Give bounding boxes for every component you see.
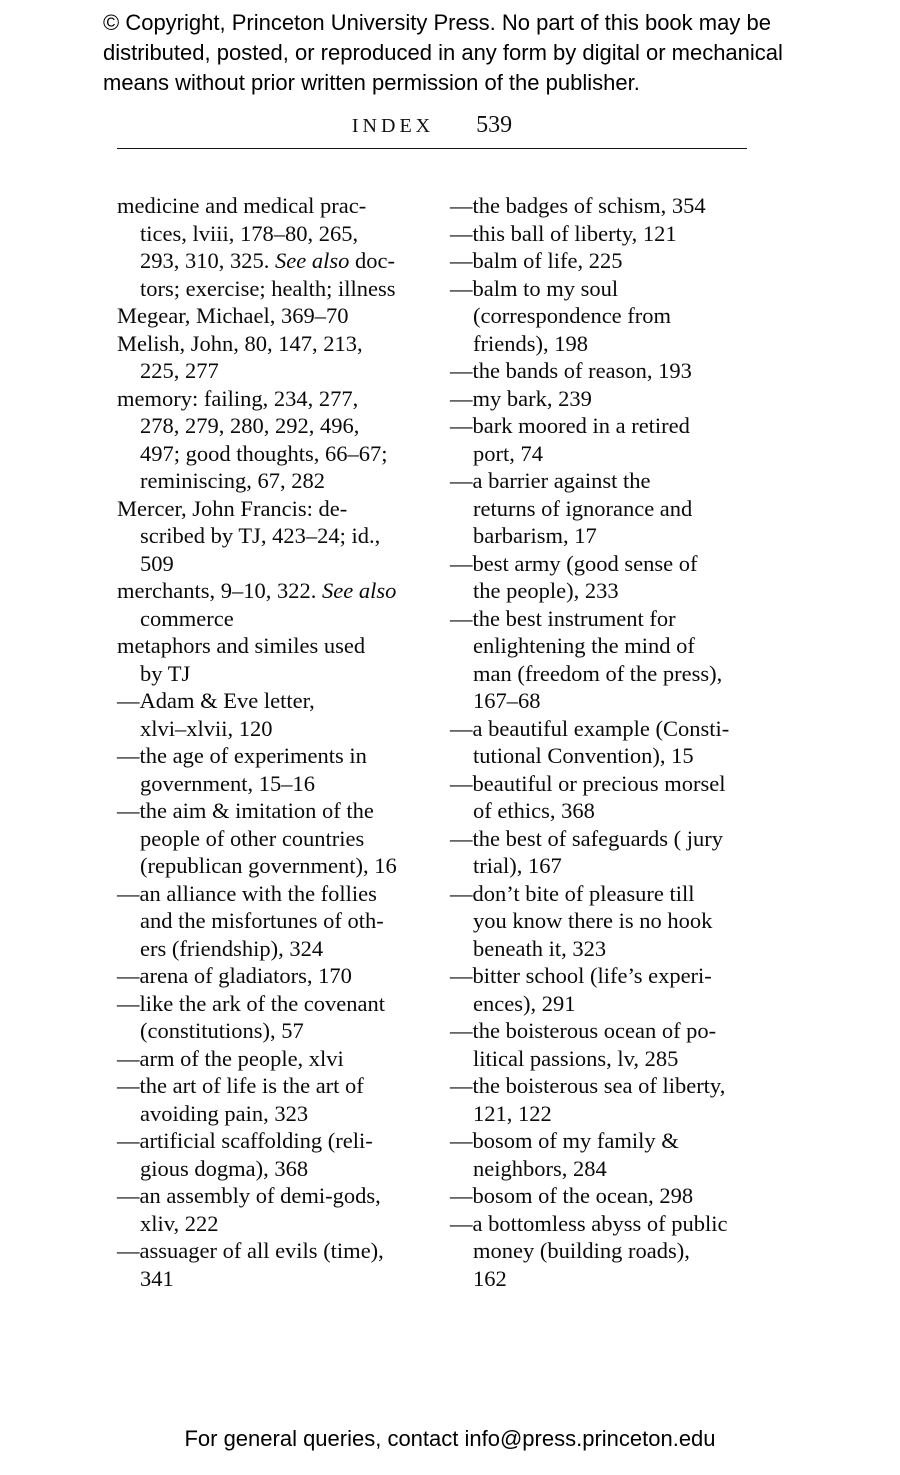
index-line: —don’t bite of pleasure till [450, 880, 695, 906]
footer-contact: For general queries, contact info@press.princeton.edu [184, 1426, 716, 1451]
index-line: reminiscing, 67, 282 [140, 468, 325, 493]
index-line: —an alliance with the follies [117, 880, 377, 906]
index-line: —a barrier against the [450, 468, 651, 493]
index-line: 341 [140, 1265, 174, 1291]
page-number: 539 [476, 112, 513, 138]
index-line: —the aim & imitation of the [117, 798, 374, 823]
index-line: —the badges of schism, 354 [450, 193, 706, 218]
index-line: man (freedom of the press), [473, 660, 723, 686]
index-line: litical passions, lv, 285 [473, 1045, 679, 1071]
index-line: Megear, Michael, 369–70 [117, 303, 349, 328]
index-line: friends), 198 [473, 330, 588, 356]
index-line: enlightening the mind of [473, 633, 695, 658]
index-line: 121, 122 [473, 1100, 552, 1126]
index-line: Melish, John, 80, 147, 213, [117, 330, 363, 356]
index-line: 293, 310, 325. See also doc- [140, 248, 395, 273]
index-line: xlvi–xlvii, 120 [140, 715, 273, 741]
index-line: trial), 167 [473, 853, 562, 878]
index-line: (republican government), 16 [140, 853, 397, 878]
index-line: —the bands of reason, 193 [450, 358, 692, 383]
index-line: —bitter school (life’s experi- [450, 963, 712, 988]
index-line: —the best instrument for [450, 605, 676, 631]
index-line: —arm of the people, xlvi [117, 1045, 344, 1071]
index-line: 497; good thoughts, 66–67; [140, 440, 388, 466]
index-line: tors; exercise; health; illness [140, 275, 396, 301]
index-line: —bark moored in a retired [450, 413, 690, 438]
index-line: scribed by TJ, 423–24; id., [140, 523, 381, 548]
index-line: tutional Convention), 15 [473, 743, 694, 768]
index-line: money (building roads), [473, 1238, 690, 1263]
index-line: —arena of gladiators, 170 [117, 963, 352, 988]
index-line: medicine and medical prac- [117, 193, 367, 218]
index-line: —like the ark of the covenant [117, 990, 386, 1016]
index-line: —an assembly of demi-gods, [117, 1183, 381, 1208]
index-line: —the art of life is the art of [117, 1073, 364, 1098]
index-line: —the boisterous sea of liberty, [450, 1073, 726, 1098]
index-line: —the boisterous ocean of po- [450, 1018, 717, 1043]
index-line: 225, 277 [140, 358, 219, 383]
index-line: —bosom of the ocean, 298 [450, 1183, 694, 1208]
index-line: 167–68 [473, 688, 541, 713]
index-line: 509 [140, 550, 174, 576]
running-head [117, 112, 747, 139]
index-line: metaphors and similes used [117, 633, 366, 658]
index-line: Mercer, John Francis: de- [117, 495, 348, 521]
index-line: —this ball of liberty, 121 [450, 220, 677, 246]
copyright-line: © Copyright, Princeton University Press. No part of this book may be [103, 10, 771, 35]
index-line: —best army (good sense of [450, 550, 698, 576]
copyright-notice [103, 8, 823, 98]
copyright-line: distributed, posted, or reproduced in any form by digital or mechanical [103, 40, 783, 65]
index-line: —the age of experiments in [117, 743, 367, 768]
index-line: you know there is no hook [473, 908, 713, 933]
index-column-right [450, 192, 783, 1292]
index-line: tices, lviii, 178–80, 265, [140, 220, 359, 246]
index-line: returns of ignorance and [473, 495, 693, 521]
index-line: (correspondence from [473, 303, 672, 328]
index-line: (constitutions), 57 [140, 1018, 304, 1043]
section-title: INDEX [351, 115, 435, 137]
index-line: barbarism, 17 [473, 523, 597, 548]
index-line: 278, 279, 280, 292, 496, [140, 413, 360, 438]
index-line: —a beautiful example (Consti- [450, 715, 730, 741]
index-line: —my bark, 239 [450, 385, 592, 411]
index-line: and the misfortunes of oth- [140, 908, 384, 933]
index-line: beneath it, 323 [473, 935, 607, 961]
index-line: gious dogma), 368 [140, 1155, 309, 1181]
copyright-line: means without prior written permission of the publisher. [103, 70, 640, 95]
index-line: port, 74 [473, 440, 543, 466]
index-line: memory: failing, 234, 277, [117, 385, 359, 411]
index-line: people of other countries [140, 825, 365, 851]
index-line: —Adam & Eve letter, [117, 688, 315, 713]
index-line: —assuager of all evils (time), [117, 1238, 384, 1263]
index-line: by TJ [140, 660, 191, 686]
index-line: of ethics, 368 [473, 798, 595, 823]
index-line: —a bottomless abyss of public [450, 1210, 728, 1236]
index-line: —bosom of my family & [450, 1128, 679, 1153]
header-rule [117, 148, 747, 149]
index-line: ences), 291 [473, 990, 576, 1016]
index-line: merchants, 9–10, 322. See also [117, 578, 397, 603]
index-line: —the best of safeguards ( jury [450, 825, 724, 851]
index-line: —balm of life, 225 [450, 248, 623, 273]
index-line: commerce [140, 605, 234, 631]
index-line: —beautiful or precious morsel [450, 770, 726, 796]
index-line: 162 [473, 1265, 507, 1291]
index-line: xliv, 222 [140, 1210, 219, 1236]
index-line: the people), 233 [473, 578, 619, 603]
index-line: ers (friendship), 324 [140, 935, 324, 961]
index-line: government, 15–16 [140, 770, 315, 796]
index-line: neighbors, 284 [473, 1155, 607, 1181]
index-column-left [117, 192, 450, 1292]
index-line: —balm to my soul [450, 275, 619, 301]
index-line: —artificial scaffolding (reli- [117, 1128, 373, 1153]
index-line: avoiding pain, 323 [140, 1100, 309, 1126]
